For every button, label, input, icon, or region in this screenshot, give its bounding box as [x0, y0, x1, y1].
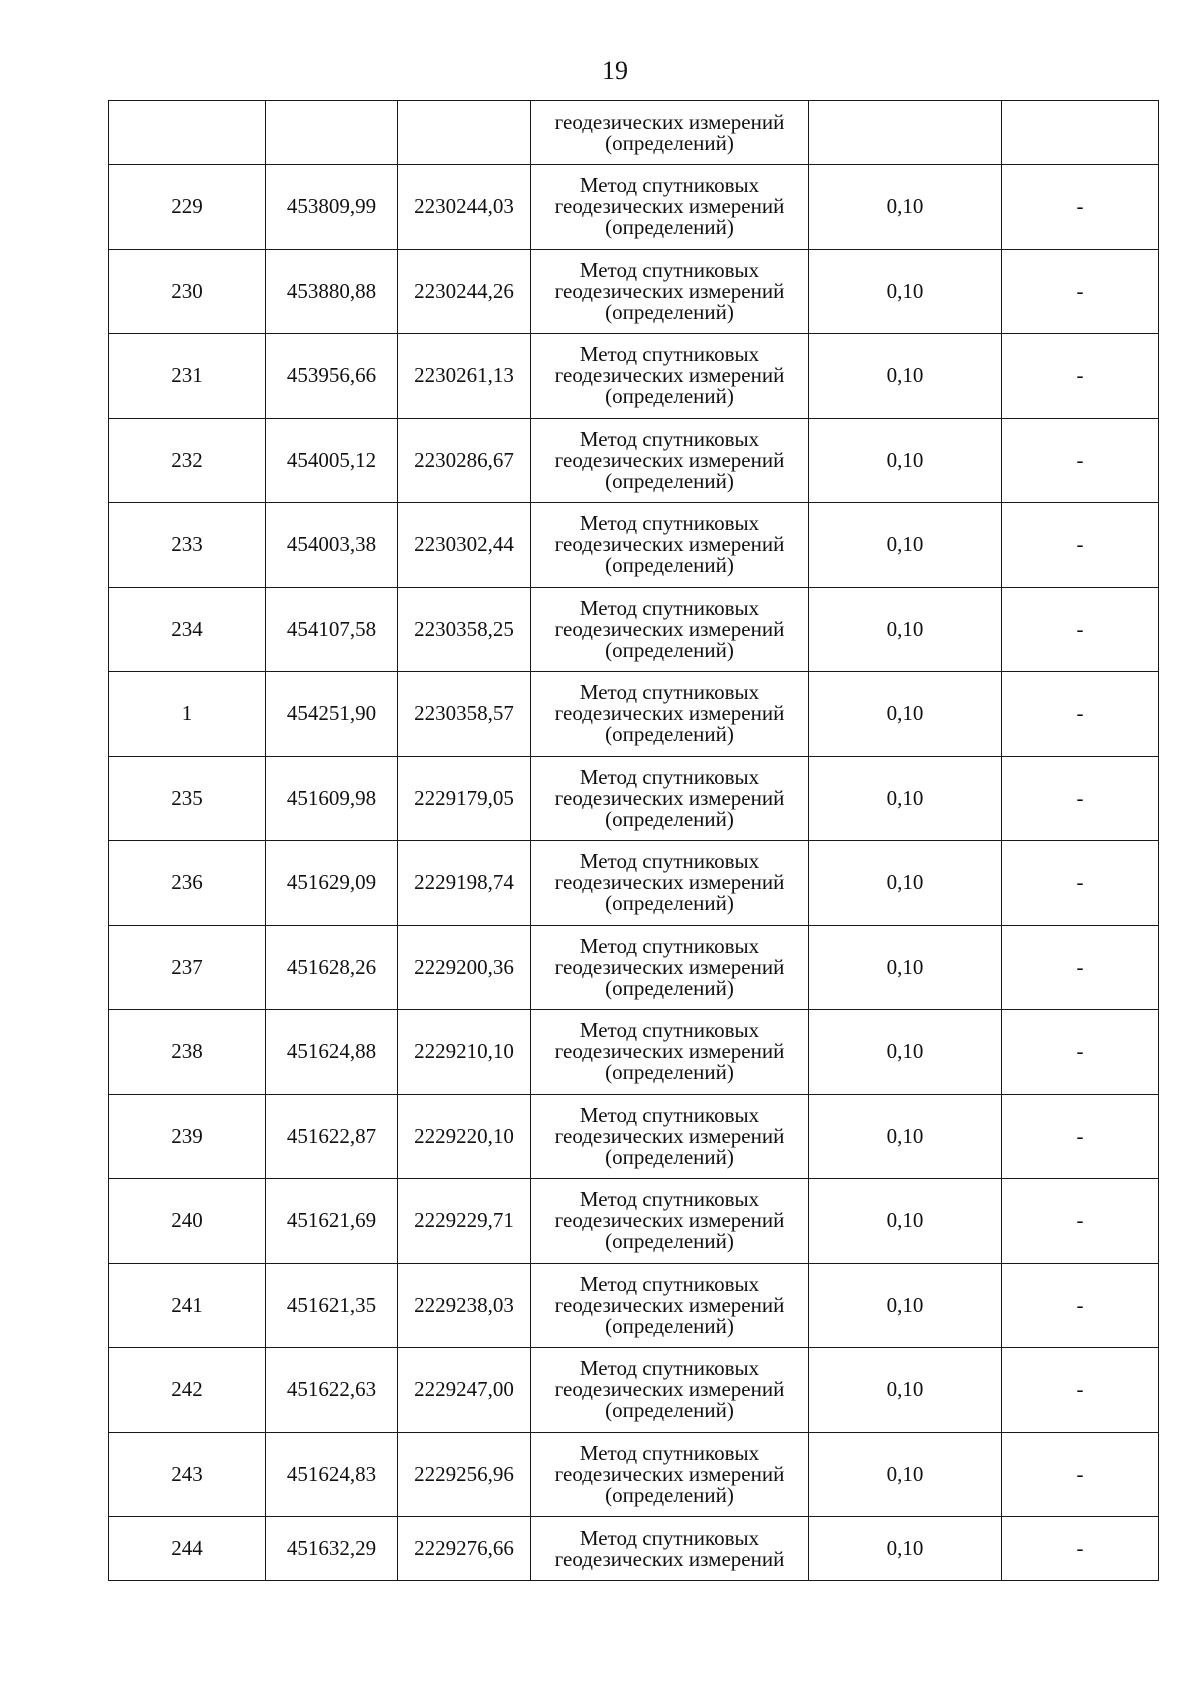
x-coordinate-cell: 453809,99 — [266, 165, 398, 250]
accuracy-cell: 0,10 — [809, 1348, 1002, 1433]
method-line: геодезических измерений — [554, 616, 785, 641]
x-coordinate-cell: 454005,12 — [266, 418, 398, 503]
y-coordinate-cell: 2229210,10 — [398, 1010, 531, 1095]
method-cell — [531, 503, 809, 588]
table-row — [109, 587, 1159, 672]
method-cell — [531, 418, 809, 503]
x-coordinate-cell: 453956,66 — [266, 334, 398, 419]
method-line: Метод спутниковых — [579, 595, 760, 620]
note-cell: - — [1002, 1179, 1159, 1264]
method-cell — [531, 249, 809, 334]
x-coordinate-cell: 451628,26 — [266, 925, 398, 1010]
note-cell: - — [1002, 1010, 1159, 1095]
method-cell — [531, 925, 809, 1010]
method-line: геодезических измерений — [554, 532, 785, 557]
method-cell — [531, 587, 809, 672]
accuracy-cell: 0,10 — [809, 334, 1002, 419]
method-line: Метод спутниковых — [579, 1525, 760, 1550]
x-coordinate-cell: 454251,90 — [266, 672, 398, 757]
note-cell: - — [1002, 1094, 1159, 1179]
method-cell — [531, 165, 809, 250]
method-line: геодезических измерений — [554, 278, 785, 303]
method-line: (определений) — [605, 1060, 734, 1085]
accuracy-cell: 0,10 — [809, 587, 1002, 672]
method-cell — [531, 101, 809, 165]
accuracy-cell: 0,10 — [809, 756, 1002, 841]
point-number-cell: 232 — [109, 418, 266, 503]
method-cell — [531, 334, 809, 419]
y-coordinate-cell: 2230286,67 — [398, 418, 531, 503]
method-line: Метод спутниковых — [579, 849, 760, 874]
method-line: Метод спутниковых — [579, 1018, 760, 1043]
method-line: (определений) — [605, 1313, 734, 1338]
table-row — [109, 841, 1159, 926]
y-coordinate-cell: 2229256,96 — [398, 1432, 531, 1517]
method-line: Метод спутниковых — [579, 426, 760, 451]
table-row — [109, 1179, 1159, 1264]
table-row — [109, 1263, 1159, 1348]
y-coordinate-cell: 2229238,03 — [398, 1263, 531, 1348]
x-coordinate-cell: 451621,69 — [266, 1179, 398, 1264]
note-cell: - — [1002, 587, 1159, 672]
method-line: геодезических измерений — [554, 870, 785, 895]
method-line: (определений) — [605, 130, 734, 155]
method-line: (определений) — [605, 1229, 734, 1254]
y-coordinate-cell: 2229220,10 — [398, 1094, 531, 1179]
note-cell: - — [1002, 1348, 1159, 1433]
y-coordinate-cell: 2230302,44 — [398, 503, 531, 588]
method-cell — [531, 1010, 809, 1095]
y-coordinate-cell: 2229179,05 — [398, 756, 531, 841]
method-line: геодезических измерений — [554, 1123, 785, 1148]
x-coordinate-cell: 451609,98 — [266, 756, 398, 841]
x-coordinate-cell: 451629,09 — [266, 841, 398, 926]
accuracy-cell: 0,10 — [809, 165, 1002, 250]
point-number-cell: 240 — [109, 1179, 266, 1264]
point-number-cell: 230 — [109, 249, 266, 334]
method-cell — [531, 1179, 809, 1264]
method-line: (определений) — [605, 1144, 734, 1169]
note-cell: - — [1002, 841, 1159, 926]
table-row — [109, 249, 1159, 334]
table-row — [109, 756, 1159, 841]
point-number-cell: 233 — [109, 503, 266, 588]
accuracy-cell: 0,10 — [809, 1094, 1002, 1179]
table-row — [109, 418, 1159, 503]
accuracy-cell: 0,10 — [809, 841, 1002, 926]
note-cell: - — [1002, 672, 1159, 757]
method-line: геодезических измерений — [554, 1039, 785, 1064]
table-row — [109, 1432, 1159, 1517]
page-number: 19 — [602, 56, 628, 85]
method-line: геодезических измерений — [554, 194, 785, 219]
method-cell — [531, 1517, 809, 1581]
method-line: геодезических измерений — [554, 1461, 785, 1486]
note-cell: - — [1002, 1263, 1159, 1348]
note-cell — [1002, 101, 1159, 165]
point-number-cell: 231 — [109, 334, 266, 419]
accuracy-cell: 0,10 — [809, 925, 1002, 1010]
method-line: Метод спутниковых — [579, 1187, 760, 1212]
x-coordinate-cell: 453880,88 — [266, 249, 398, 334]
y-coordinate-cell: 2230261,13 — [398, 334, 531, 419]
x-coordinate-cell: 454107,58 — [266, 587, 398, 672]
y-coordinate-cell: 2230358,57 — [398, 672, 531, 757]
table-row — [109, 1517, 1159, 1581]
x-coordinate-cell: 451621,35 — [266, 1263, 398, 1348]
note-cell: - — [1002, 503, 1159, 588]
table-row — [109, 672, 1159, 757]
accuracy-cell: 0,10 — [809, 1179, 1002, 1264]
method-line: (определений) — [605, 722, 734, 747]
y-coordinate-cell: 2230244,03 — [398, 165, 531, 250]
point-number-cell: 238 — [109, 1010, 266, 1095]
coordinates-table — [108, 100, 1159, 1581]
table-row — [109, 925, 1159, 1010]
table-row — [109, 503, 1159, 588]
method-line: Метод спутниковых — [579, 1356, 760, 1381]
y-coordinate-cell: 2230244,26 — [398, 249, 531, 334]
method-line: (определений) — [605, 891, 734, 916]
accuracy-cell: 0,10 — [809, 1517, 1002, 1581]
x-coordinate-cell: 451622,87 — [266, 1094, 398, 1179]
y-coordinate-cell: 2229198,74 — [398, 841, 531, 926]
point-number-cell: 235 — [109, 756, 266, 841]
method-line: Метод спутниковых — [579, 342, 760, 367]
point-number-cell: 241 — [109, 1263, 266, 1348]
table-row — [109, 1094, 1159, 1179]
accuracy-cell: 0,10 — [809, 672, 1002, 757]
note-cell: - — [1002, 1517, 1159, 1581]
y-coordinate-cell: 2229276,66 — [398, 1517, 531, 1581]
method-line: геодезических измерений — [554, 363, 785, 388]
point-number-cell: 229 — [109, 165, 266, 250]
method-line: геодезических измерений — [554, 447, 785, 472]
method-line: (определений) — [605, 553, 734, 578]
method-line: (определений) — [605, 468, 734, 493]
method-line: Метод спутниковых — [579, 1440, 760, 1465]
method-line: геодезических измерений — [554, 1546, 785, 1571]
point-number-cell — [109, 101, 266, 165]
method-line: геодезических измерений — [554, 701, 785, 726]
accuracy-cell — [809, 101, 1002, 165]
method-line: (определений) — [605, 637, 734, 662]
method-line: Метод спутниковых — [579, 173, 760, 198]
method-line: Метод спутниковых — [579, 1271, 760, 1296]
note-cell: - — [1002, 249, 1159, 334]
x-coordinate-cell: 451624,83 — [266, 1432, 398, 1517]
point-number-cell: 236 — [109, 841, 266, 926]
method-line: Метод спутниковых — [579, 764, 760, 789]
point-number-cell: 239 — [109, 1094, 266, 1179]
method-cell — [531, 1348, 809, 1433]
table-row — [109, 1348, 1159, 1433]
x-coordinate-cell: 451624,88 — [266, 1010, 398, 1095]
method-line: (определений) — [605, 1482, 734, 1507]
method-line: (определений) — [605, 975, 734, 1000]
table-row — [109, 165, 1159, 250]
accuracy-cell: 0,10 — [809, 1432, 1002, 1517]
method-line: геодезических измерений — [554, 1208, 785, 1233]
method-line: геодезических измерений — [554, 954, 785, 979]
table-row — [109, 1010, 1159, 1095]
point-number-cell: 243 — [109, 1432, 266, 1517]
x-coordinate-cell: 451632,29 — [266, 1517, 398, 1581]
accuracy-cell: 0,10 — [809, 1263, 1002, 1348]
method-line: геодезических измерений — [554, 785, 785, 810]
x-coordinate-cell: 451622,63 — [266, 1348, 398, 1433]
method-line: геодезических измерений — [554, 1292, 785, 1317]
point-number-cell: 237 — [109, 925, 266, 1010]
method-line: (определений) — [605, 299, 734, 324]
method-line: геодезических измерений — [554, 1377, 785, 1402]
method-line: Метод спутниковых — [579, 680, 760, 705]
method-line: (определений) — [605, 806, 734, 831]
point-number-cell: 1 — [109, 672, 266, 757]
method-cell — [531, 672, 809, 757]
accuracy-cell: 0,10 — [809, 503, 1002, 588]
note-cell: - — [1002, 165, 1159, 250]
method-line: геодезических измерений — [554, 109, 785, 134]
method-line: Метод спутниковых — [579, 933, 760, 958]
x-coordinate-cell: 454003,38 — [266, 503, 398, 588]
method-cell — [531, 1094, 809, 1179]
point-number-cell: 234 — [109, 587, 266, 672]
accuracy-cell: 0,10 — [809, 249, 1002, 334]
method-line: (определений) — [605, 1398, 734, 1423]
note-cell: - — [1002, 334, 1159, 419]
note-cell: - — [1002, 925, 1159, 1010]
note-cell: - — [1002, 1432, 1159, 1517]
y-coordinate-cell: 2229247,00 — [398, 1348, 531, 1433]
method-line: Метод спутниковых — [579, 257, 760, 282]
method-cell — [531, 1263, 809, 1348]
y-coordinate-cell: 2229200,36 — [398, 925, 531, 1010]
y-coordinate-cell: 2230358,25 — [398, 587, 531, 672]
continuation-row — [109, 101, 1159, 165]
table-row — [109, 334, 1159, 419]
method-line: Метод спутниковых — [579, 1102, 760, 1127]
y-coordinate-cell — [398, 101, 531, 165]
method-line: (определений) — [605, 384, 734, 409]
method-line: Метод спутниковых — [579, 511, 760, 536]
x-coordinate-cell — [266, 101, 398, 165]
method-cell — [531, 1432, 809, 1517]
method-line: (определений) — [605, 215, 734, 240]
accuracy-cell: 0,10 — [809, 1010, 1002, 1095]
y-coordinate-cell: 2229229,71 — [398, 1179, 531, 1264]
method-cell — [531, 841, 809, 926]
point-number-cell: 242 — [109, 1348, 266, 1433]
note-cell: - — [1002, 418, 1159, 503]
method-cell — [531, 756, 809, 841]
accuracy-cell: 0,10 — [809, 418, 1002, 503]
note-cell: - — [1002, 756, 1159, 841]
point-number-cell: 244 — [109, 1517, 266, 1581]
